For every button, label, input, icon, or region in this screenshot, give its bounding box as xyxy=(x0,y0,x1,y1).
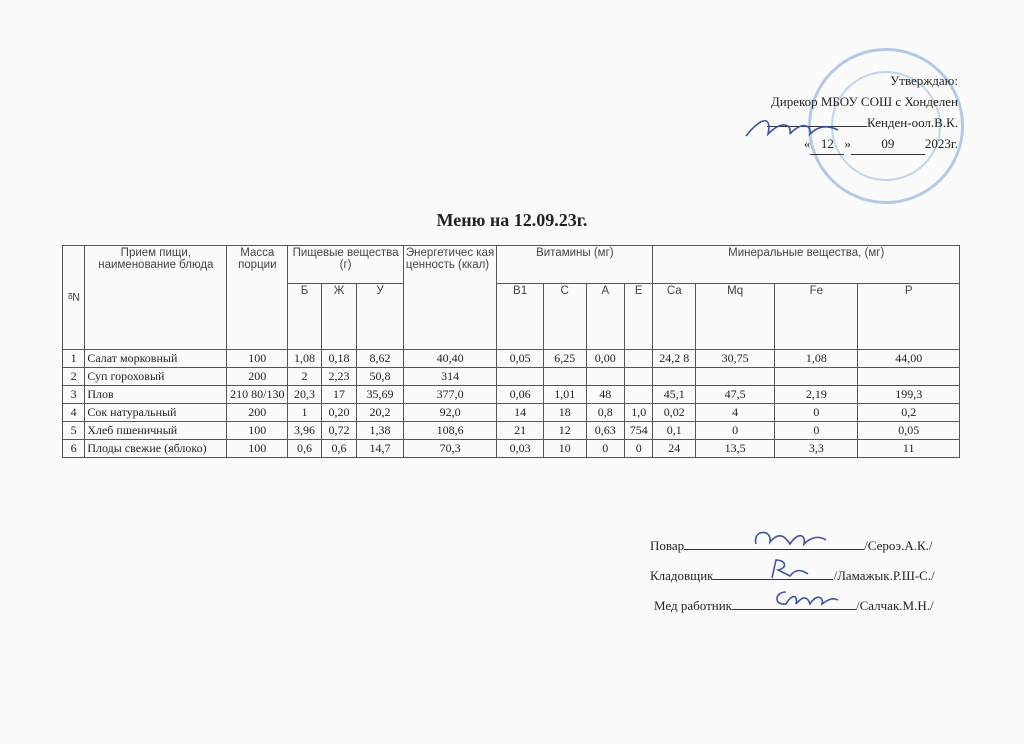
table-cell: 40,40 xyxy=(403,350,496,368)
table-cell: 0 xyxy=(586,440,625,458)
table-cell: 377,0 xyxy=(403,386,496,404)
approval-director: Дирекор МБОУ СОШ с Хонделен xyxy=(770,94,958,109)
table-cell: 50,8 xyxy=(357,368,404,386)
table-cell: 3,96 xyxy=(288,422,321,440)
header-fat: Ж xyxy=(321,284,357,350)
table-cell: Суп гороховый xyxy=(85,368,227,386)
table-cell: 0,06 xyxy=(497,386,544,404)
approval-heading: Утверждаю: xyxy=(890,73,958,88)
table-cell: 0,6 xyxy=(288,440,321,458)
table-cell: 47,5 xyxy=(696,386,775,404)
table-cell: 3 xyxy=(63,386,85,404)
table-cell: 11 xyxy=(858,440,960,458)
table-cell: 210 80/130 xyxy=(227,386,288,404)
table-cell xyxy=(625,368,653,386)
table-cell: 48 xyxy=(586,386,625,404)
table-row xyxy=(63,440,960,458)
table-cell: 0,72 xyxy=(321,422,357,440)
table-cell xyxy=(653,368,696,386)
table-row xyxy=(63,386,960,404)
table-cell: 0 xyxy=(696,422,775,440)
table-cell: 21 xyxy=(497,422,544,440)
table-cell: 2,19 xyxy=(775,386,858,404)
table-cell: 1,08 xyxy=(288,350,321,368)
table-cell: 0,6 xyxy=(321,440,357,458)
table-cell: 13,5 xyxy=(696,440,775,458)
header-nutrients: Пищевые вещества (г) xyxy=(288,246,404,284)
table-cell: 3,3 xyxy=(775,440,858,458)
table-row xyxy=(63,404,960,422)
header-fe: Fe xyxy=(775,284,858,350)
table-cell: 0 xyxy=(775,422,858,440)
medic-signature xyxy=(772,584,842,612)
page-title: Меню на 12.09.23г. xyxy=(436,210,588,230)
medic-label: Мед работник xyxy=(654,598,732,613)
table-cell: 6,25 xyxy=(543,350,586,368)
header-vit-a: А xyxy=(586,284,625,350)
menu-table xyxy=(62,245,960,458)
table-cell: 0,2 xyxy=(858,404,960,422)
table-cell: 6 xyxy=(63,440,85,458)
header-mass: Масса порции xyxy=(227,246,288,350)
table-cell: 1,01 xyxy=(543,386,586,404)
table-cell: Сок натуральный xyxy=(85,404,227,422)
table-cell: 2 xyxy=(63,368,85,386)
menu-table-body xyxy=(63,350,960,458)
table-row xyxy=(63,350,960,368)
table-cell: 14,7 xyxy=(357,440,404,458)
table-cell: 4 xyxy=(63,404,85,422)
header-vit-e: Е xyxy=(625,284,653,350)
approval-date: « 12 » 09 2023г. xyxy=(767,133,958,155)
table-cell: 92,0 xyxy=(403,404,496,422)
table-cell: 100 xyxy=(227,422,288,440)
medic-name: /Салчак.М.Н./ xyxy=(855,598,934,613)
cook-name: /Сероэ.А.К./ xyxy=(864,538,933,553)
table-cell: 1,08 xyxy=(775,350,858,368)
table-cell: 18 xyxy=(543,404,586,422)
table-cell: 44,00 xyxy=(858,350,960,368)
table-cell: 17 xyxy=(321,386,357,404)
header-num: № xyxy=(63,246,85,350)
cook-signature xyxy=(750,524,830,554)
table-cell: 0,00 xyxy=(586,350,625,368)
table-cell: 200 xyxy=(227,404,288,422)
director-signature xyxy=(742,110,842,144)
table-cell: Плоды свежие (яблоко) xyxy=(85,440,227,458)
table-cell: 20,2 xyxy=(357,404,404,422)
storekeeper-label: Кладовщик xyxy=(650,568,714,583)
header-meal: Прием пищи, наименование блюда xyxy=(85,246,227,350)
header-carbs: У xyxy=(357,284,404,350)
storekeeper-name: /Ламажык.Р.Ш-С./ xyxy=(833,568,935,583)
header-vit-b1: В1 xyxy=(497,284,544,350)
table-cell: Плов xyxy=(85,386,227,404)
table-cell xyxy=(497,368,544,386)
header-mg: Мq xyxy=(696,284,775,350)
table-cell: 24,2 8 xyxy=(653,350,696,368)
header-p: Р xyxy=(858,284,960,350)
header-energy: Энергетичес кая ценность (ккал) xyxy=(403,246,496,350)
table-cell: 5 xyxy=(63,422,85,440)
table-cell: Салат морковный xyxy=(85,350,227,368)
table-cell: 35,69 xyxy=(357,386,404,404)
table-cell: 0,63 xyxy=(586,422,625,440)
table-cell: 0,05 xyxy=(497,350,544,368)
approval-year: 2023г. xyxy=(924,136,958,151)
table-cell: 24 xyxy=(653,440,696,458)
table-cell xyxy=(625,386,653,404)
approval-day: 12 xyxy=(810,133,844,155)
header-minerals: Минеральные вещества, (мг) xyxy=(653,246,960,284)
table-cell: 0,02 xyxy=(653,404,696,422)
table-row xyxy=(63,368,960,386)
table-cell: 108,6 xyxy=(403,422,496,440)
table-cell xyxy=(775,368,858,386)
table-cell: 100 xyxy=(227,350,288,368)
table-cell xyxy=(586,368,625,386)
table-cell: 199,3 xyxy=(858,386,960,404)
approval-month: 09 xyxy=(851,133,925,155)
header-protein: Б xyxy=(288,284,321,350)
table-cell: 754 xyxy=(625,422,653,440)
table-cell: 0,1 xyxy=(653,422,696,440)
table-cell: 0 xyxy=(775,404,858,422)
table-cell: 0,20 xyxy=(321,404,357,422)
table-cell: 1,0 xyxy=(625,404,653,422)
table-cell: 20,3 xyxy=(288,386,321,404)
table-cell: 0,05 xyxy=(858,422,960,440)
table-cell: 2 xyxy=(288,368,321,386)
table-row xyxy=(63,422,960,440)
table-cell: 1 xyxy=(288,404,321,422)
table-cell: 0,18 xyxy=(321,350,357,368)
table-cell: 1,38 xyxy=(357,422,404,440)
table-cell: 8,62 xyxy=(357,350,404,368)
table-cell: 70,3 xyxy=(403,440,496,458)
table-cell: 30,75 xyxy=(696,350,775,368)
table-cell: 100 xyxy=(227,440,288,458)
table-cell: 1 xyxy=(63,350,85,368)
header-ca: Са xyxy=(653,284,696,350)
table-cell xyxy=(696,368,775,386)
table-cell: 200 xyxy=(227,368,288,386)
table-cell: 10 xyxy=(543,440,586,458)
table-cell: 2,23 xyxy=(321,368,357,386)
storekeeper-signature xyxy=(764,556,814,582)
table-cell: 12 xyxy=(543,422,586,440)
table-cell xyxy=(625,350,653,368)
table-cell: 4 xyxy=(696,404,775,422)
table-cell: 0,8 xyxy=(586,404,625,422)
table-cell: 14 xyxy=(497,404,544,422)
table-cell: Хлеб пшеничный xyxy=(85,422,227,440)
table-cell: 45,1 xyxy=(653,386,696,404)
table-cell xyxy=(858,368,960,386)
header-vit-c: С xyxy=(543,284,586,350)
table-cell: 0,03 xyxy=(497,440,544,458)
header-vitamins: Витамины (мг) xyxy=(497,246,653,284)
approval-name: Кенден-оол.В.К. xyxy=(867,115,958,130)
table-cell xyxy=(543,368,586,386)
table-cell: 0 xyxy=(625,440,653,458)
table-cell: 314 xyxy=(403,368,496,386)
cook-label: Повар xyxy=(650,538,685,553)
